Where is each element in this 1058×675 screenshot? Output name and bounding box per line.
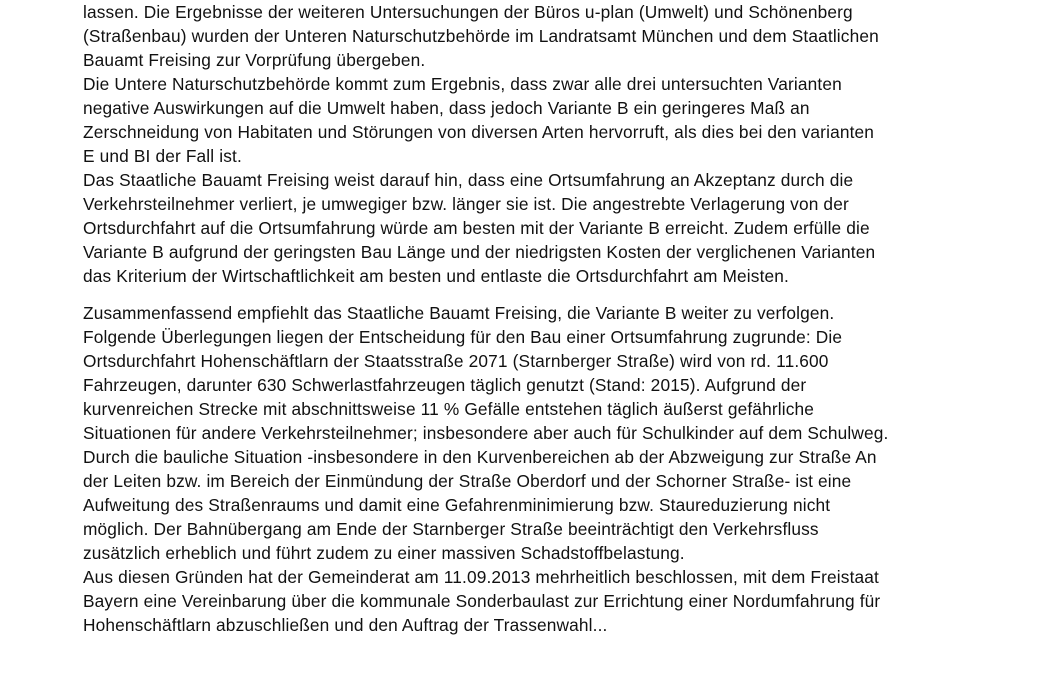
text-line: Aus diesen Gründen hat der Gemeinderat am 11.09.2013 mehrheitlich beschlossen, mit dem Freistaat (83, 567, 879, 587)
text-line: Folgende Überlegungen liegen der Entscheidung für den Bau einer Ortsumfahrung zugrunde: Die (83, 327, 843, 347)
paragraph-council-decision (83, 565, 1023, 637)
text-line: zusätzlich erheblich und führt zudem zu einer massiven Schadstoffbelastung. (83, 543, 685, 563)
text-line: negative Auswirkungen auf die Umwelt haben, dass jedoch Variante B ein geringeres Maß an (83, 98, 810, 118)
text-line: Das Staatliche Bauamt Freising weist darauf hin, dass eine Ortsumfahrung an Akzeptanz durch die (83, 170, 854, 190)
text-line: kurvenreichen Strecke mit abschnittsweise 11 % Gefälle entstehen täglich äußerst gefährliche (83, 399, 815, 419)
text-line: Variante B aufgrund der geringsten Bau Länge und der niedrigsten Kosten der verglichenen Varianten (83, 242, 876, 262)
text-line: Ortsdurchfahrt auf die Ortsumfahrung würde am besten mit der Variante B erreicht. Zudem erfülle die (83, 218, 870, 238)
text-line: Die Untere Naturschutzbehörde kommt zum Ergebnis, dass zwar alle drei untersuchten Varianten (83, 74, 842, 94)
text-line: Bauamt Freising zur Vorprüfung übergeben. (83, 50, 426, 70)
text-line: möglich. Der Bahnübergang am Ende der Starnberger Straße beeinträchtigt den Verkehrsfluss (83, 519, 819, 539)
text-line: Aufweitung des Straßenraums und damit eine Gefahrenminimierung bzw. Staureduzierung nicht (83, 495, 831, 515)
text-line: Verkehrsteilnehmer verliert, je umwegiger bzw. länger sie ist. Die angestrebte Verlagerung von der (83, 194, 849, 214)
text-line: das Kriterium der Wirtschaftlichkeit am besten und entlaste die Ortsdurchfahrt am Meisten. (83, 266, 789, 286)
text-line: Ortsdurchfahrt Hohenschäftlarn der Staatsstraße 2071 (Starnberger Straße) wird von rd. 11.600 (83, 351, 829, 371)
text-line: Bayern eine Vereinbarung über die kommunale Sonderbaulast zur Errichtung einer Nordumfahrung für (83, 591, 881, 611)
text-line: Hohenschäftlarn abzuschließen und den Auftrag der Trassenwahl... (83, 615, 608, 635)
text-line: (Straßenbau) wurden der Unteren Naturschutzbehörde im Landratsamt München und dem Staatlichen (83, 26, 879, 46)
text-line: E und BI der Fall ist. (83, 146, 242, 166)
document-body (83, 0, 1023, 637)
text-line: Zerschneidung von Habitaten und Störungen von diversen Arten hervorruft, als dies bei den varianten (83, 122, 875, 142)
text-line: Fahrzeugen, darunter 630 Schwerlastfahrzeugen täglich genutzt (Stand: 2015). Aufgrund der (83, 375, 807, 395)
paragraph-building-authority (83, 168, 1023, 288)
text-line: Durch die bauliche Situation -insbesondere in den Kurvenbereichen ab der Abzweigung zur Straße An (83, 447, 877, 467)
text-line: Situationen für andere Verkehrsteilnehmer; insbesondere aber auch für Schulkinder auf dem Schulweg. (83, 423, 889, 443)
text-line: lassen. Die Ergebnisse der weiteren Untersuchungen der Büros u-plan (Umwelt) und Schönenberg (83, 2, 853, 22)
paragraph-nature-conservation (83, 72, 1023, 168)
paragraph-results-submitted (83, 0, 1023, 72)
paragraph-spacer (83, 288, 1023, 301)
paragraph-summary-recommendation (83, 301, 1023, 565)
text-line: Zusammenfassend empfiehlt das Staatliche Bauamt Freising, die Variante B weiter zu verfolgen. (83, 303, 835, 323)
text-line: der Leiten bzw. im Bereich der Einmündung der Straße Oberdorf und der Schorner Straße- ist eine (83, 471, 852, 491)
